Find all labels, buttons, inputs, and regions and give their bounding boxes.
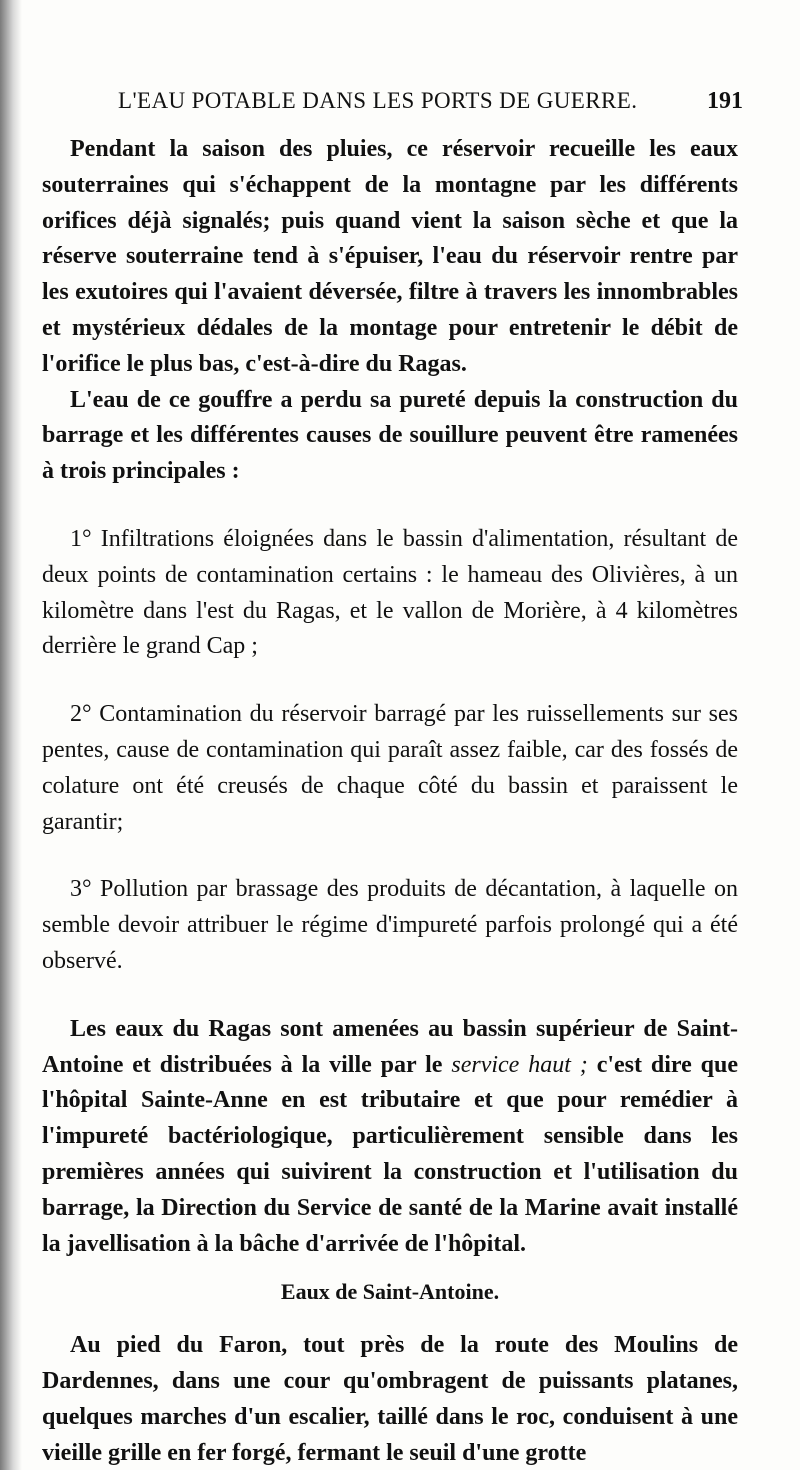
binding-shadow — [0, 0, 22, 1470]
paragraph-faron: Au pied du Faron, tout près de la route des Moulins de Dardennes, dans une cour qu'ombragent de puissants platanes, quelques marches d'un escalier, taillé dans le roc, conduisent à une vieille grille en fer forgé, fermant le seuil d'une grotte — [42, 1332, 738, 1466]
running-title: L'EAU POTABLE DANS LES PORTS DE GUERRE. — [118, 88, 638, 113]
paragraph-reservoir: Pendant la saison des pluies, ce réservoir recueille les eaux souterraines qui s'échappent de la montagne par les différents orifices déjà signalés; puis quand vient la saison sèche et que la réserve souterraine tend à s'épuiser, l'eau du réservoir rentre par les exutoires qui l'avaient déversée, filtre à travers les innombrables et mystérieux dédales de la montage pour entretenir le débit de l'orifice le plus bas, c'est-à-dire du Ragas. — [42, 136, 738, 377]
paragraph-distribution — [42, 1012, 738, 1263]
distribution-text-end: c'est dire que l'hôpital Sainte-Anne en est tributaire et que pour remédier à l'impureté bactériologique, particulièrement sensible dans les premières années qui suivirent la construction et l'utilisation du barrage, la Direction du Service de santé de la Marine avait installé la javellisation à la bâche d'arrivée de l'hôpital. — [42, 1051, 739, 1257]
page-number: 191 — [707, 88, 743, 114]
distribution-italic-term: service haut ; — [451, 1051, 588, 1078]
running-head — [118, 88, 743, 122]
distribution-text-start: Les eaux du Ragas sont amenées au bassin supérieur de Saint-Antoine et distribuées à la ville par le — [42, 1015, 738, 1078]
list-item-contamination: 2° Contamination du réservoir barragé par les ruissellements sur ses pentes, cause de contamination qui paraît assez faible, car des fossés de colature ont été creusés de chaque côté du bassin et paraissent le garantir; — [42, 701, 738, 835]
list-item-pollution: 3° Pollution par brassage des produits de décantation, à laquelle on semble devoir attribuer le régime d'impureté parfois prolongé qui a été observé. — [42, 876, 738, 974]
paragraph-causes: L'eau de ce gouffre a perdu sa pureté depuis la construction du barrage et les différentes causes de souillure peuvent être ramenées à trois principales : — [42, 386, 738, 485]
page-body — [42, 132, 738, 1471]
section-heading: Eaux de Saint-Antoine. — [280, 1279, 500, 1305]
list-item-infiltrations: 1° Infiltrations éloignées dans le bassin d'alimentation, résultant de deux points de contamination certains : le hameau des Olivières, à un kilomètre dans l'est du Ragas, et le vallon de Morière, à 4 kilomètres derrière le grand Cap ; — [42, 525, 738, 660]
